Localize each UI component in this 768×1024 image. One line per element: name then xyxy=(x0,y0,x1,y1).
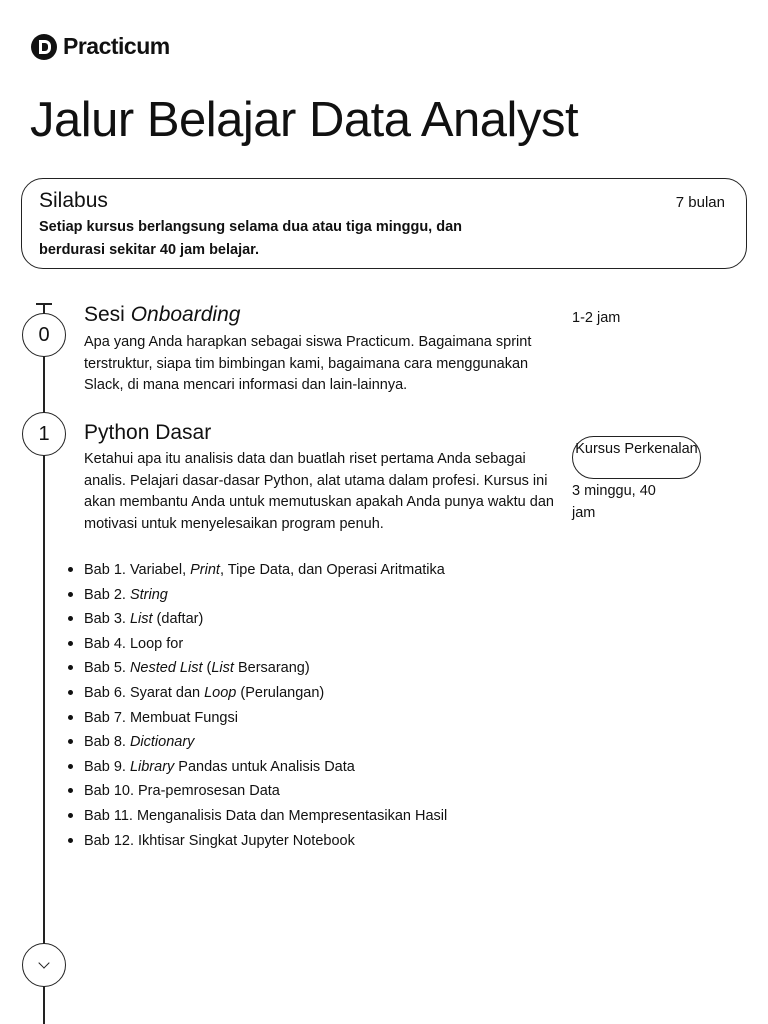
section-title-emphasis: Onboarding xyxy=(130,303,241,326)
section-description-onboarding: Apa yang Anda harapkan sebagai siswa Practicum. Bagaimana sprint terstruktur, siapa tim bimbingan kami, bagaimana cara menggunakan Slack, di mana mencari informasi dan lain-lainnya. xyxy=(84,334,532,393)
chevron-down-icon xyxy=(38,957,49,968)
chapter-item: Bab 2. String xyxy=(68,584,447,609)
chapter-item: Bab 8. Dictionary xyxy=(68,731,447,756)
section-duration-python: 3 minggu, 40 jam xyxy=(572,483,656,521)
chapter-item: Bab 1. Variabel, Print, Tipe Data, dan Operasi Aritmatika xyxy=(68,559,447,584)
step-number-1: 1 xyxy=(22,412,66,456)
brand-logo xyxy=(31,33,170,60)
chapter-item: Bab 6. Syarat dan Loop (Perulangan) xyxy=(68,682,447,707)
chapter-item: Bab 9. Library Pandas untuk Analisis Data xyxy=(68,756,447,781)
section-description-python: Ketahui apa itu analisis data dan buatlah riset pertama Anda sebagai analis. Pelajari dasar-dasar Python, alat utama dalam profesi. Kursus ini akan membantu Anda untuk memutuskan apakah Anda punya waktu dan motivasi untuk menyelesaikan program penuh. xyxy=(84,451,554,532)
section-title-python: Python Dasar xyxy=(84,421,212,444)
chapter-item: Bab 3. List (daftar) xyxy=(68,608,447,633)
chapter-item: Bab 5. Nested List (List Bersarang) xyxy=(68,657,447,682)
practicum-logo-icon xyxy=(31,34,57,60)
section-title-onboarding xyxy=(84,303,240,327)
course-badge: Kursus Perkenalan xyxy=(572,436,701,479)
chapter-item: Bab 10. Pra-pemrosesan Data xyxy=(68,780,447,805)
chapter-list xyxy=(68,559,447,854)
chapter-item: Bab 12. Ikhtisar Singkat Jupyter Notebook xyxy=(68,830,447,855)
brand-name: Practicum xyxy=(63,33,170,59)
chapter-item: Bab 7. Membuat Fungsi xyxy=(68,707,447,732)
chapter-item: Bab 4. Loop for xyxy=(68,633,447,658)
syllabus-card xyxy=(21,178,747,269)
chapter-item: Bab 11. Menganalisis Data dan Mempresentasikan Hasil xyxy=(68,805,447,830)
syllabus-duration: 7 bulan xyxy=(675,194,725,211)
section-title-prefix: Sesi xyxy=(84,303,131,326)
syllabus-title: Silabus xyxy=(39,189,108,212)
syllabus-description: Setiap kursus berlangsung selama dua atau tiga minggu, dan berdurasi sekitar 40 jam belajar. xyxy=(39,219,463,258)
page-title: Jalur Belajar Data Analyst xyxy=(30,93,579,147)
step-number-0: 0 xyxy=(22,313,66,357)
section-duration-onboarding: 1-2 jam xyxy=(572,310,621,326)
expand-button[interactable] xyxy=(22,943,66,987)
